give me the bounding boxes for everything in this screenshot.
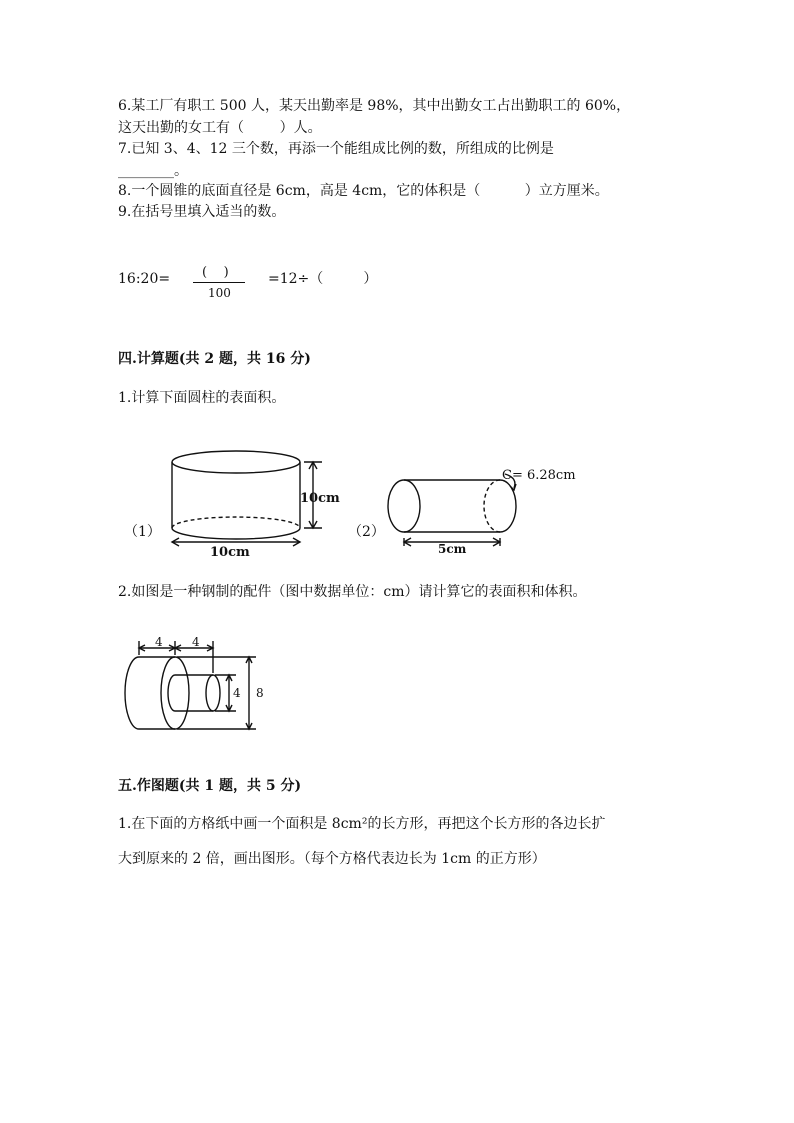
section-5-question-1-line-2: 大到原来的 2 倍，画出图形。（每个方格代表边长为 1cm 的正方形） <box>118 851 546 867</box>
division-expression: =12÷（ ） <box>268 271 378 287</box>
fig2-circumference-label: C= 6.28cm <box>502 468 576 483</box>
section-4-heading: 四.计算题(共 2 题，共 16 分) <box>118 351 311 367</box>
section-4-question-1: 1.计算下面圆柱的表面积。 <box>118 390 286 406</box>
question-7-line-1: 7.已知 3、4、12 三个数，再添一个能组成比例的数，所组成的比例是 <box>118 141 554 157</box>
question-9: 9.在括号里填入适当的数。 <box>118 204 286 220</box>
fig2-length-label: 5cm <box>438 542 467 556</box>
fig3-large-diameter-label: 8 <box>256 686 264 700</box>
fig1-height-label: 10cm <box>300 491 340 506</box>
ratio-expression: 16:20= <box>118 271 171 287</box>
question-8: 8.一个圆锥的底面直径是 6cm，高是 4cm，它的体积是（ ）立方厘米。 <box>118 183 609 199</box>
fig3-small-length-label: 4 <box>192 635 200 649</box>
fraction-numerator: ( ) <box>202 265 229 280</box>
fig3-large-length-label: 4 <box>155 635 163 649</box>
section-5-heading: 五.作图题(共 1 题，共 5 分) <box>118 778 302 794</box>
question-7-line-2: ________。 <box>118 163 188 179</box>
question-6-line-1: 6.某工厂有职工 500 人，某天出勤率是 98%，其中出勤女工占出勤职工的 60%， <box>118 98 631 114</box>
section-4-question-2: 2.如图是一种钢制的配件（图中数据单位：cm）请计算它的表面积和体积。 <box>118 584 587 600</box>
question-6-line-2: 这天出勤的女工有（ ）人。 <box>118 120 322 136</box>
fig1-diameter-label: 10cm <box>210 545 250 560</box>
fig1-number-label: （1） <box>124 524 161 540</box>
section-5-question-1-line-1: 1.在下面的方格纸中画一个面积是 8cm²的长方形，再把这个长方形的各边长扩 <box>118 816 606 832</box>
fig3-small-diameter-label: 4 <box>233 686 241 700</box>
fig2-number-label: （2） <box>348 524 385 540</box>
fraction-denominator: 100 <box>208 286 231 300</box>
